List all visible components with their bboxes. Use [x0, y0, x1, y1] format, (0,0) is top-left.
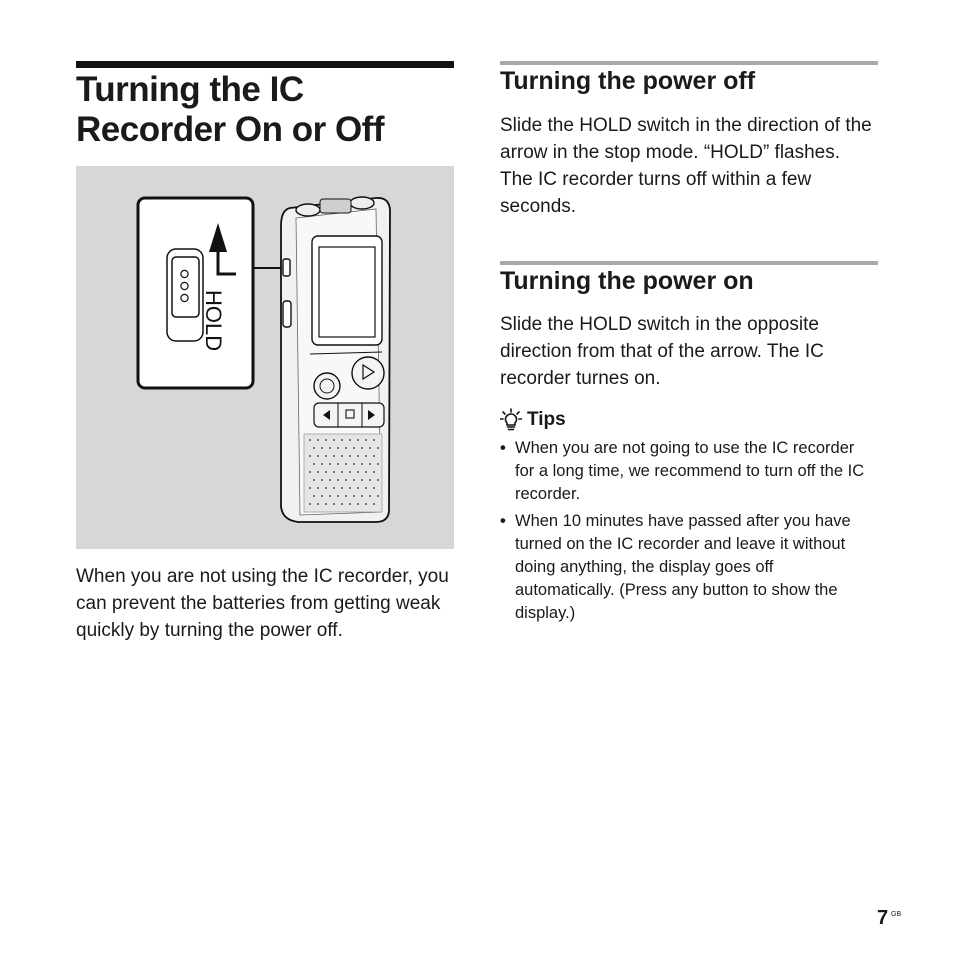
page-region-suffix: GB [891, 911, 902, 918]
section-rule-power-on [500, 261, 878, 265]
heading-power-on: Turning the power on [500, 267, 754, 295]
bullet: • [500, 512, 506, 530]
bullet: • [500, 439, 506, 457]
paragraph-power-on: Slide the HOLD switch in the opposite direction from that of the arrow. The IC recorder turnes on. [500, 314, 824, 389]
recorder-illustration [76, 166, 454, 549]
page-number: 7 [877, 907, 889, 929]
page-title: Turning the IC Recorder On or Off [76, 70, 384, 149]
tips-heading [500, 407, 566, 433]
tip-text: When 10 minutes have passed after you have turned on the IC recorder and leave it without doing anything, the display goes off automatically. (Press any button to show the display.) [515, 512, 851, 622]
play-button [352, 357, 384, 389]
list-item [500, 510, 872, 625]
section-rule-power-off [500, 61, 878, 65]
speaker-grille [304, 434, 382, 512]
menu-button [314, 373, 340, 399]
lightbulb-icon [500, 408, 522, 432]
title-top-bar [76, 61, 454, 68]
hold-switch-knob [172, 257, 199, 317]
display-screen [319, 247, 375, 337]
paragraph-power-off: Slide the HOLD switch in the direction of the arrow in the stop mode. “HOLD” flashes. The IC recorder turns off within a few seconds. [500, 115, 872, 217]
list-item [500, 437, 872, 506]
intro-paragraph: When you are not using the IC recorder, you can prevent the batteries from getting weak quickly by turning the power off. [76, 566, 449, 641]
side-hold-switch [283, 259, 290, 276]
tips-label: Tips [527, 409, 566, 430]
side-button [283, 301, 291, 327]
ic-recorder-drawing [76, 166, 454, 549]
tips-list [500, 437, 872, 629]
heading-power-off: Turning the power off [500, 67, 756, 95]
tip-text: When you are not going to use the IC recorder for a long time, we recommend to turn off the IC recorder. [515, 439, 865, 503]
hold-label: HOLD [201, 290, 226, 352]
